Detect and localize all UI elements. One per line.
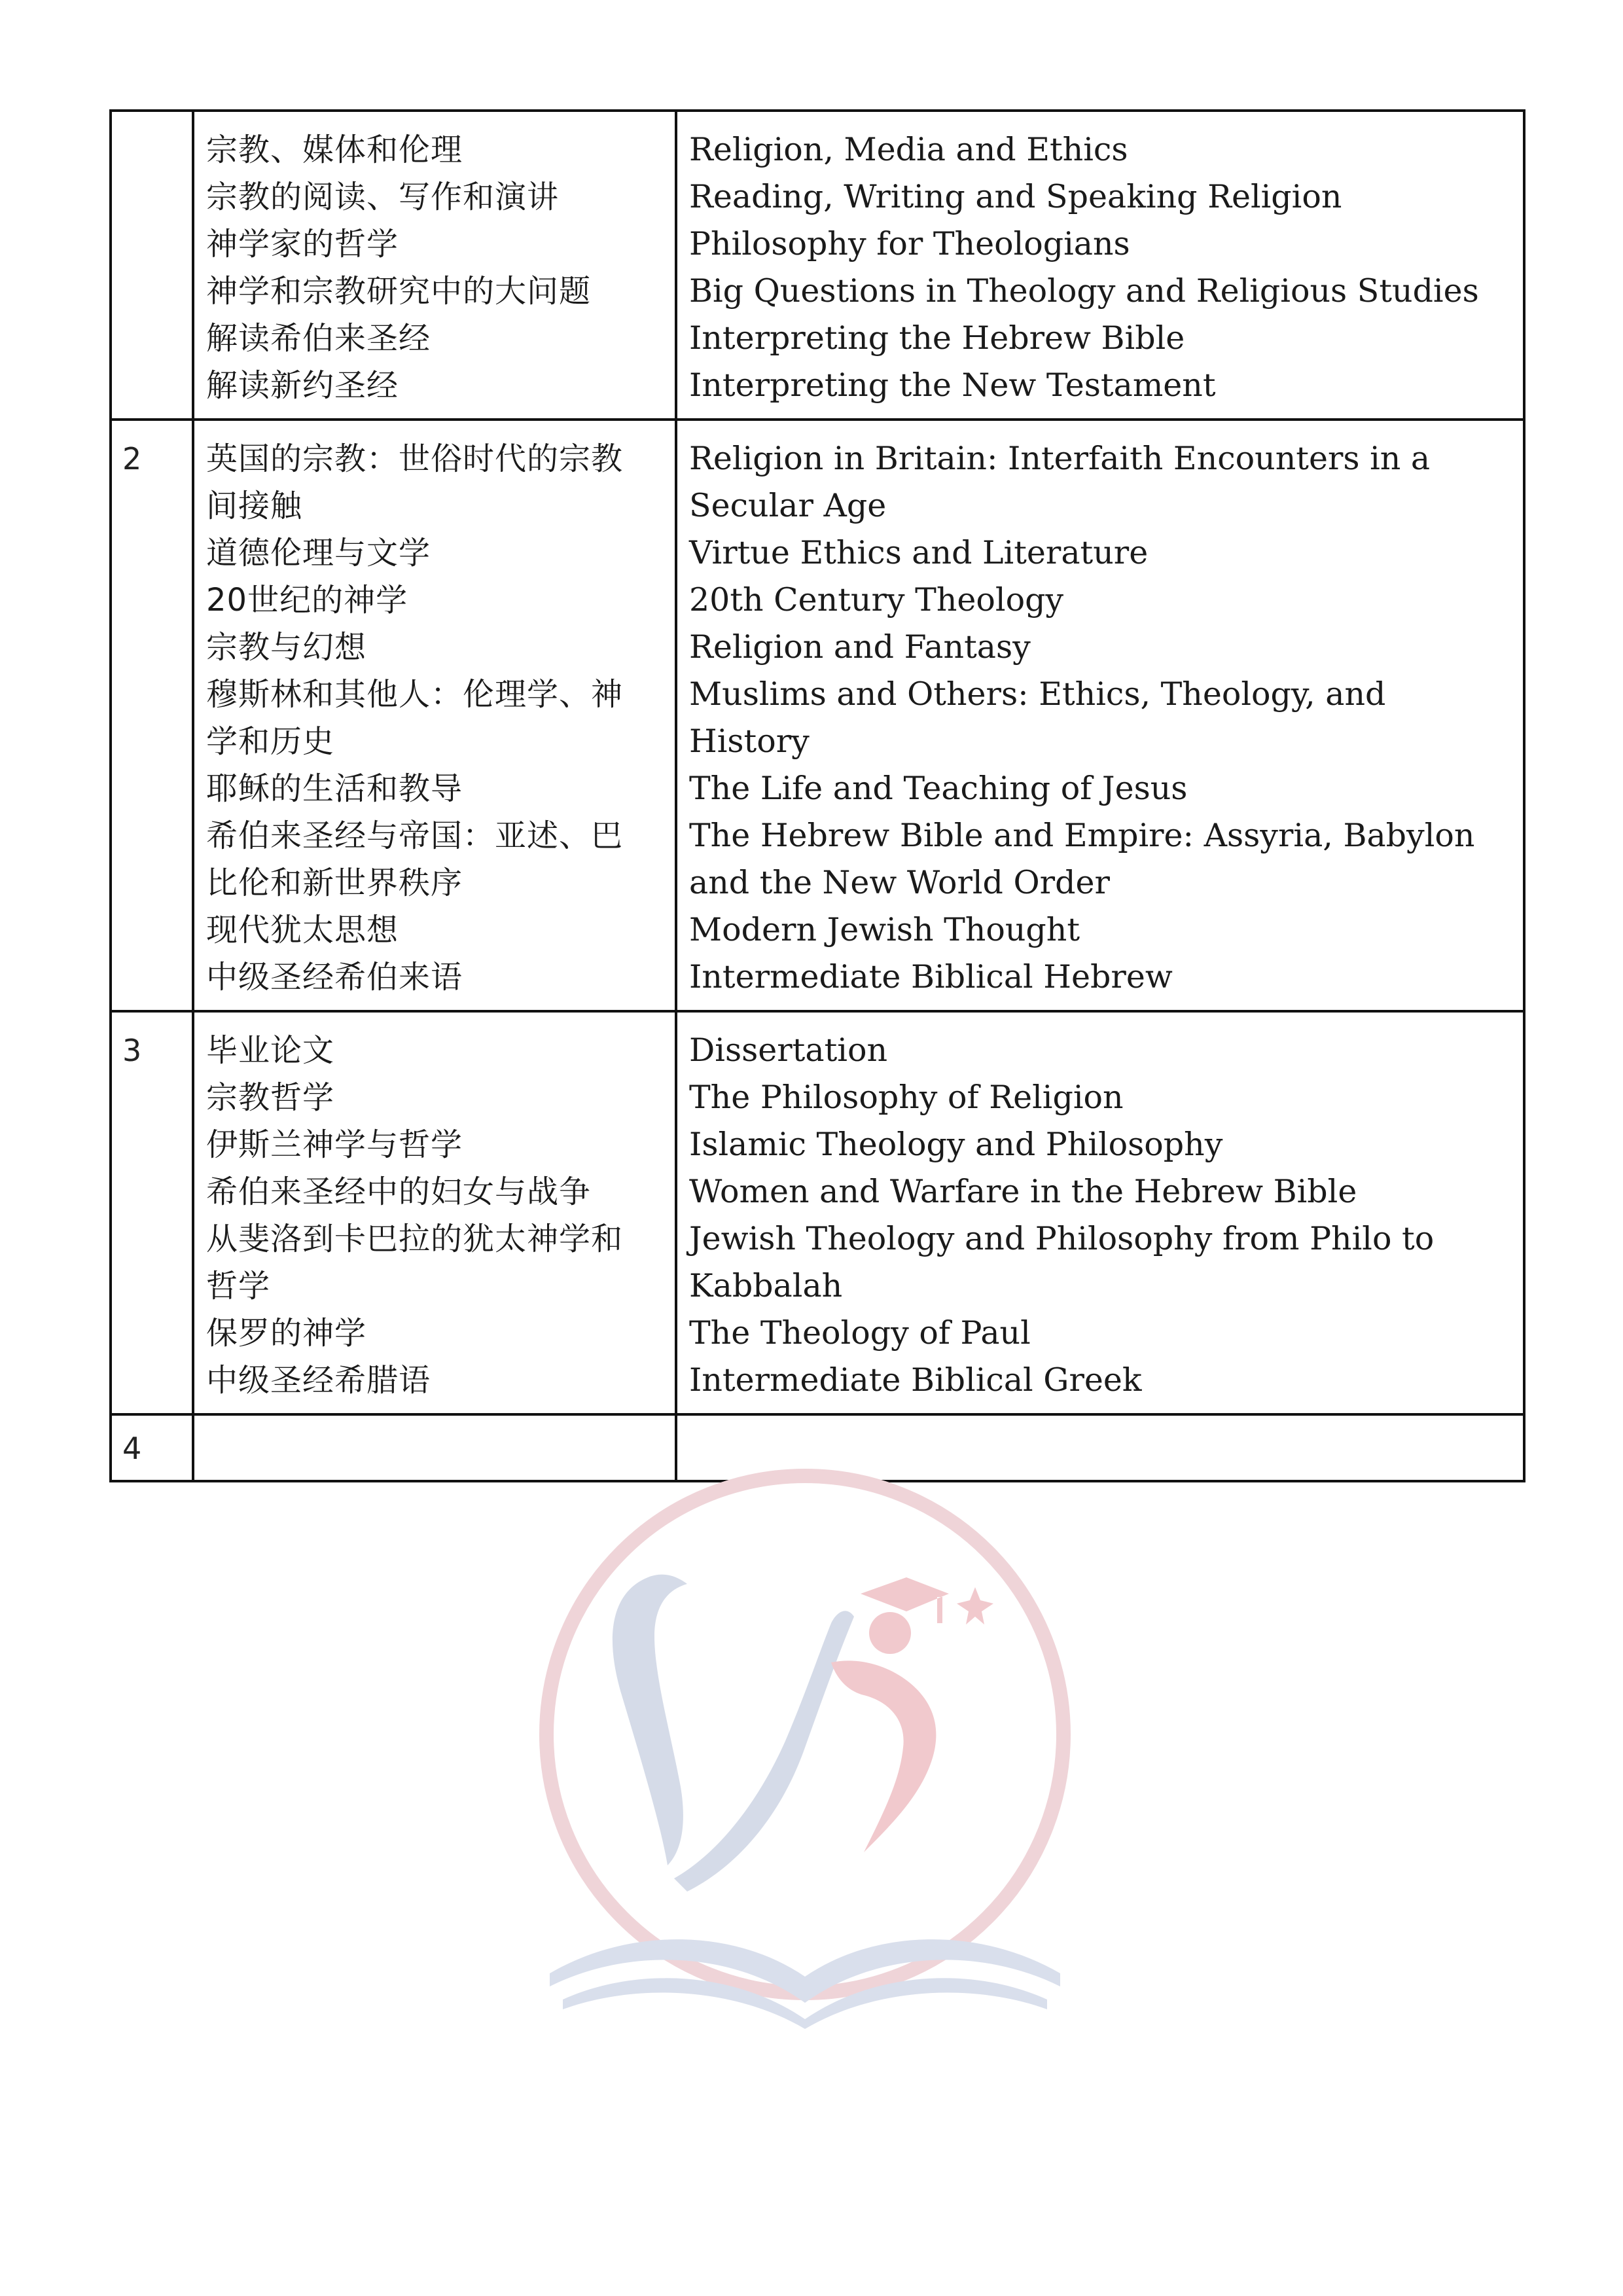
open-book-icon xyxy=(550,1939,1060,2029)
chinese-course-name: 从斐洛到卡巴拉的犹太神学和 xyxy=(206,1221,624,1257)
year-number: 3 xyxy=(122,1033,142,1068)
english-course-name: The Theology of Paul xyxy=(689,1314,1031,1352)
chinese-course-name: 哲学 xyxy=(206,1268,271,1304)
english-course-name: Women and Warfare in the Hebrew Bible xyxy=(689,1173,1357,1210)
year-cell xyxy=(111,1011,193,1414)
chinese-course-name: 希伯来圣经与帝国：亚述、巴 xyxy=(206,817,624,854)
english-course-name: The Philosophy of Religion xyxy=(689,1079,1124,1116)
course-table xyxy=(109,109,1525,1482)
chinese-course-name: 神学家的哲学 xyxy=(206,226,399,262)
graduate-book-logo xyxy=(524,1460,1099,2036)
chinese-course-list xyxy=(193,420,676,1011)
year-cell xyxy=(111,1414,193,1481)
year-number: 2 xyxy=(122,441,142,476)
chinese-course-name: 穆斯林和其他人：伦理学、神 xyxy=(206,676,624,713)
chinese-course-name: 中级圣经希伯来语 xyxy=(206,959,463,996)
logo-figure-head xyxy=(869,1612,911,1654)
table-row xyxy=(111,1011,1524,1414)
english-course-name: The Life and Teaching of Jesus xyxy=(689,770,1188,807)
english-course-name: Reading, Writing and Speaking Religion xyxy=(689,178,1342,215)
english-course-list xyxy=(676,420,1524,1011)
english-course-name: Intermediate Biblical Hebrew xyxy=(689,958,1173,996)
english-course-name: Interpreting the New Testament xyxy=(689,367,1216,404)
english-course-name: Religion and Fantasy xyxy=(689,628,1031,666)
english-course-list xyxy=(676,1011,1524,1414)
chinese-course-name: 耶稣的生活和教导 xyxy=(206,770,463,807)
graduation-cap-icon xyxy=(861,1577,949,1623)
chinese-course-name: 间接触 xyxy=(206,488,303,524)
chinese-course-name: 宗教哲学 xyxy=(206,1079,335,1116)
chinese-course-name: 宗教的阅读、写作和演讲 xyxy=(206,179,560,215)
logo-figure-left xyxy=(613,1575,687,1865)
course-table-body xyxy=(111,111,1524,1481)
chinese-course-name: 保罗的神学 xyxy=(206,1315,367,1352)
english-course-name: Religion, Media and Ethics xyxy=(689,131,1128,168)
chinese-course-name: 英国的宗教：世俗时代的宗教 xyxy=(206,440,624,477)
chinese-course-name: 20世纪的神学 xyxy=(206,582,408,619)
english-course-name: The Hebrew Bible and Empire: Assyria, Babylon xyxy=(689,817,1475,854)
chinese-course-name: 比伦和新世界秩序 xyxy=(206,865,463,901)
english-course-name: Muslims and Others: Ethics, Theology, and History xyxy=(689,675,1396,760)
year-cell xyxy=(111,420,193,1011)
logo-figure-center xyxy=(674,1611,854,1892)
chinese-course-name: 现代犹太思想 xyxy=(206,912,399,948)
english-course-name: Modern Jewish Thought xyxy=(689,911,1080,948)
chinese-course-name: 中级圣经希腊语 xyxy=(206,1362,431,1399)
chinese-course-name: 解读新约圣经 xyxy=(206,367,399,404)
year-cell xyxy=(111,111,193,420)
table-row xyxy=(111,420,1524,1011)
chinese-course-list xyxy=(193,1011,676,1414)
english-course-name: 20th Century Theology xyxy=(689,581,1064,619)
english-course-name: Big Questions in Theology and Religious Studies xyxy=(689,272,1479,310)
english-course-name: Religion in Britain: Interfaith Encounters in a xyxy=(689,440,1431,477)
english-course-name: Dissertation xyxy=(689,1031,887,1069)
english-course-name: Interpreting the Hebrew Bible xyxy=(689,319,1185,357)
chinese-course-name: 宗教、媒体和伦理 xyxy=(206,132,463,168)
english-course-name: Virtue Ethics and Literature xyxy=(689,534,1149,571)
chinese-course-name: 宗教与幻想 xyxy=(206,629,367,666)
chinese-course-name: 解读希伯来圣经 xyxy=(206,320,431,357)
english-course-name: Islamic Theology and Philosophy xyxy=(689,1126,1223,1163)
table-row xyxy=(111,111,1524,420)
tassel-star-icon xyxy=(957,1587,993,1624)
english-course-name: Philosophy for Theologians xyxy=(689,225,1130,262)
chinese-course-name: 神学和宗教研究中的大问题 xyxy=(206,273,592,310)
chinese-course-name: 毕业论文 xyxy=(206,1032,335,1069)
english-course-name: and the New World Order xyxy=(689,864,1110,901)
english-course-name: Jewish Theology and Philosophy from Philo to xyxy=(689,1220,1435,1257)
chinese-course-name: 伊斯兰神学与哲学 xyxy=(206,1126,463,1163)
english-course-name: Secular Age xyxy=(689,487,887,524)
english-course-name: Kabbalah xyxy=(689,1267,843,1304)
chinese-course-name: 道德伦理与文学 xyxy=(206,535,431,571)
english-course-list xyxy=(676,111,1524,420)
year-number: 4 xyxy=(122,1431,142,1466)
chinese-course-name: 希伯来圣经中的妇女与战争 xyxy=(206,1174,592,1210)
english-course-name: Intermediate Biblical Greek xyxy=(689,1361,1142,1399)
chinese-course-list xyxy=(193,111,676,420)
chinese-course-name: 学和历史 xyxy=(206,723,335,760)
logo-figure-right xyxy=(831,1660,936,1852)
